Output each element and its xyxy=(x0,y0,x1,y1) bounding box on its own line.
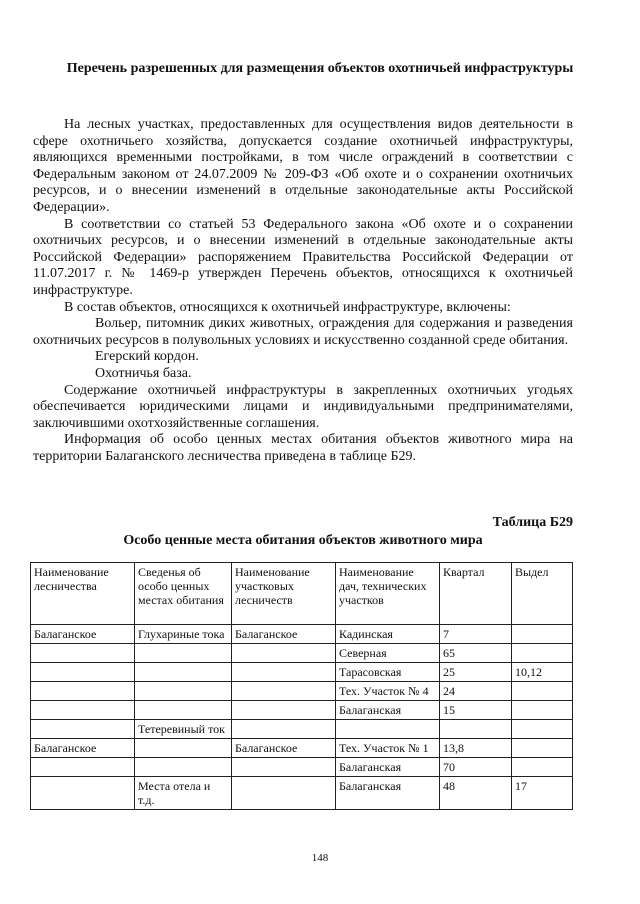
table-caption: Таблица Б29 xyxy=(492,515,573,530)
table-cell xyxy=(31,682,135,701)
table-row xyxy=(31,720,573,739)
header-cell: Квартал xyxy=(440,563,512,625)
table-row xyxy=(31,625,573,644)
table-cell xyxy=(512,644,573,663)
table-cell xyxy=(512,758,573,777)
paragraph: На лесных участках, предоставленных для осуществления видов деятельности в сфере охотничьего хозяйства, допускается создание охотничьей инфраструктуры, являющихся временными постройками, в том числе ограждений в соответствии с Федеральным законом от 24.07.2009 № 209-ФЗ «Об охоте и о сохранении охотничьих ресурсов, и о внесении изменений в отдельные законодательные акты Российской Федерации». xyxy=(33,117,573,215)
table-cell xyxy=(440,720,512,739)
table-cell xyxy=(232,758,336,777)
paragraph: В состав объектов, относящихся к охотничьей инфраструктуре, включены: xyxy=(64,299,511,315)
table-header-row xyxy=(31,563,573,625)
header-cell: Наименование участковых лесничеств xyxy=(232,563,336,625)
table-cell: Места отела и т.д. xyxy=(135,777,232,810)
table-cell: 15 xyxy=(440,701,512,720)
paragraph: Егерский кордон. xyxy=(95,349,199,365)
table-cell: Глухариные тока xyxy=(135,625,232,644)
table-cell xyxy=(512,682,573,701)
table-cell xyxy=(31,644,135,663)
table-cell: Балаганская xyxy=(336,758,440,777)
table-cell: 70 xyxy=(440,758,512,777)
table-cell xyxy=(135,682,232,701)
table-cell: Тарасовская xyxy=(336,663,440,682)
table-cell: Кадинская xyxy=(336,625,440,644)
table-row xyxy=(31,663,573,682)
table-cell xyxy=(512,625,573,644)
page-title: Перечень разрешенных для размещения объектов охотничьей инфраструктуры xyxy=(66,61,574,76)
table-cell xyxy=(31,777,135,810)
table-cell xyxy=(135,663,232,682)
table-title: Особо ценные места обитания объектов животного мира xyxy=(123,533,483,548)
table-cell xyxy=(232,663,336,682)
table-row xyxy=(31,777,573,810)
table-cell xyxy=(232,682,336,701)
table-cell xyxy=(135,644,232,663)
table-cell xyxy=(135,701,232,720)
table-cell xyxy=(232,777,336,810)
header-cell: Выдел xyxy=(512,563,573,625)
table-cell: Балаганская xyxy=(336,777,440,810)
table-cell: 7 xyxy=(440,625,512,644)
table-row xyxy=(31,644,573,663)
table-cell: 13,8 xyxy=(440,739,512,758)
header-cell: Наименование лесничества xyxy=(31,563,135,625)
table-cell: 10,12 xyxy=(512,663,573,682)
table-cell: Балаганское xyxy=(232,739,336,758)
table-cell xyxy=(31,758,135,777)
paragraph: Охотничья база. xyxy=(95,365,192,381)
table-cell xyxy=(232,701,336,720)
table-cell xyxy=(512,701,573,720)
paragraph: Информация об особо ценных местах обитания объектов животного мира на территории Балаганского лесничества приведена в таблице Б29. xyxy=(33,432,573,464)
table-cell: 65 xyxy=(440,644,512,663)
table-cell xyxy=(232,720,336,739)
table-cell: 17 xyxy=(512,777,573,810)
table-cell xyxy=(31,663,135,682)
table-cell: Балаганское xyxy=(232,625,336,644)
document-body xyxy=(33,117,573,465)
table-cell: Балаганское xyxy=(31,739,135,758)
header-cell: Сведенья об особо ценных местах обитания xyxy=(135,563,232,625)
habitat-table xyxy=(30,562,573,810)
table-cell: 25 xyxy=(440,663,512,682)
paragraph: Содержание охотничьей инфраструктуры в закрепленных охотничьих угодьях обеспечивается юридическими лицами и индивидуальными предпринимателями, заключившими охотхозяйственные соглашения. xyxy=(33,382,573,431)
table-cell: Северная xyxy=(336,644,440,663)
paragraph: Вольер, питомник диких животных, ограждения для содержания и разведения охотничьих ресурсов в полувольных условиях и искусственно созданной среде обитания. xyxy=(33,316,573,348)
table-cell: Балаганская xyxy=(336,701,440,720)
table-cell xyxy=(512,720,573,739)
table-row xyxy=(31,758,573,777)
table-cell: Балаганское xyxy=(31,625,135,644)
table-row xyxy=(31,739,573,758)
table-row xyxy=(31,682,573,701)
table-cell xyxy=(135,739,232,758)
table-cell xyxy=(31,701,135,720)
table-cell: Тех. Участок № 4 xyxy=(336,682,440,701)
table-cell xyxy=(31,720,135,739)
table-cell xyxy=(135,758,232,777)
page-number: 148 xyxy=(311,852,329,864)
table-cell xyxy=(336,720,440,739)
header-cell: Наименование дач, технических участков xyxy=(336,563,440,625)
table-cell xyxy=(512,739,573,758)
table-cell: Тетеревиный ток xyxy=(135,720,232,739)
paragraph: В соответствии со статьей 53 Федерального закона «Об охоте и о сохранении охотничьих ресурсов, и о внесении изменений в отдельные законодательные акты Российской Федерации» распоряжением Правительства Российской Федерации от 11.07.2017 г. № 1469-р утвержден Перечень объектов, относящихся к охотничьей инфраструктуре. xyxy=(33,216,573,298)
table-row xyxy=(31,701,573,720)
table-cell: 24 xyxy=(440,682,512,701)
table-cell: 48 xyxy=(440,777,512,810)
table-cell xyxy=(232,644,336,663)
table-cell: Тех. Участок № 1 xyxy=(336,739,440,758)
